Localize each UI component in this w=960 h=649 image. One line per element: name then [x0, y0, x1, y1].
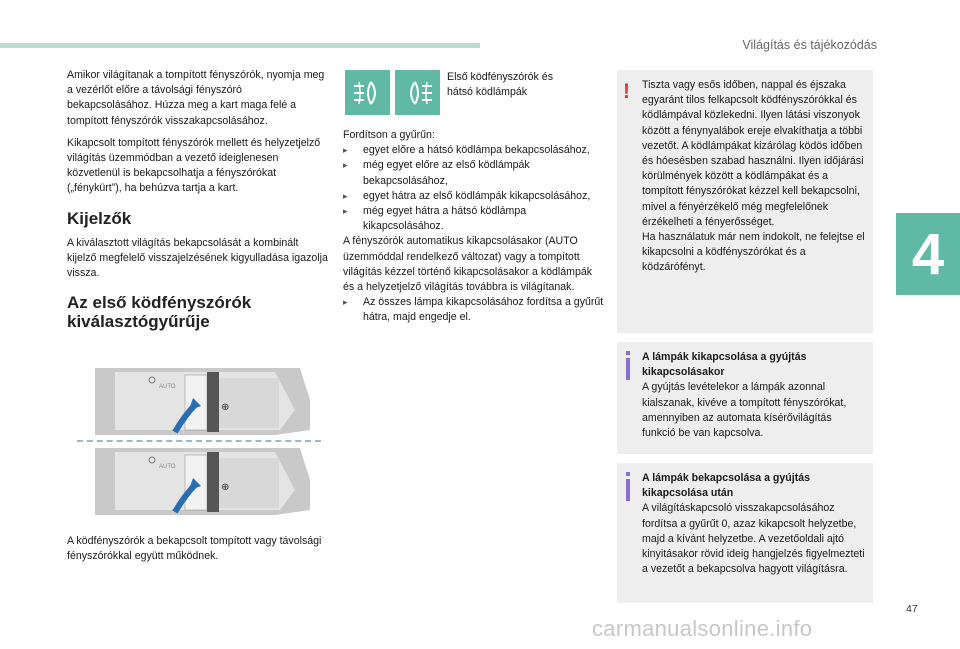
- watermark: carmanualsonline.info: [592, 616, 813, 641]
- warning-text-2: Ha használatuk már nem indokolt, ne felejtse el kikapcsolni a ködfényszórókat és a ködzárófényt.: [642, 231, 865, 274]
- info-icon: [626, 479, 630, 501]
- bullet-icon: ▸: [343, 297, 348, 308]
- bullet-icon: ▸: [343, 145, 348, 156]
- stalk-bottom-illustration: [95, 448, 310, 515]
- rear-fog-light-icon: [395, 70, 440, 115]
- list-item: ▸ egyet előre a hátsó ködlámpa bekapcsolásához,: [343, 143, 605, 158]
- front-fog-light-icon: [345, 70, 390, 115]
- svg-text:⊕: ⊕: [221, 482, 230, 493]
- column-left: [67, 68, 329, 339]
- bullet-icon: ▸: [343, 206, 348, 217]
- section-title: Világítás és tájékozódás: [742, 38, 877, 52]
- bullet-icon: ▸: [343, 190, 348, 201]
- info-text: A gyújtás levételekor a lámpák azonnal kialszanak, kivéve a tompított fényszórókat, amennyiben az automata kísérővilágítás funkció be van kapcsolva.: [642, 381, 847, 440]
- instruction-intro: Fordítson a gyűrűn:: [343, 129, 435, 141]
- paragraph-indicators: A kiválasztott világítás bekapcsolását a kombinált kijelző megfelelő visszajelzésének kigyulladása igazolja vissza.: [67, 236, 328, 280]
- page-number: 47: [906, 603, 918, 615]
- warning-box: [617, 70, 873, 333]
- auto-label-bottom: AUTO: [159, 464, 176, 470]
- list-item: ▸ még egyet hátra a hátsó ködlámpa kikapcsolásához.: [343, 205, 527, 233]
- info-icon: [626, 358, 630, 380]
- info-box-ignition-off: [617, 342, 873, 454]
- caption-fog-lights: A ködfényszórók a bekapcsolt tompított vagy távolsági fényszórókkal együtt működnek.: [67, 535, 322, 563]
- heading-indicators: Kijelzők: [67, 208, 132, 228]
- svg-text:⊕: ⊕: [221, 402, 230, 413]
- info-title: A lámpák kikapcsolása a gyújtás kikapcsolásakor: [642, 351, 807, 379]
- paragraph-high-beam: Amikor világítanak a tompított fényszórók, nyomja meg a vezérlőt előre a távolsági fényszóró bekapcsolásához. Húzza meg a kart maga felé a tompított fényszórók visszakapcsolásához.: [67, 69, 325, 127]
- header-rule: [0, 43, 480, 48]
- column-middle: [343, 128, 605, 326]
- divider: [77, 440, 321, 442]
- bullet-icon: ▸: [343, 160, 348, 171]
- info-text: A világításkapcsoló visszakapcsolásához fordítsa a gyűrűt 0, azaz kikapcsolt helyzetbe, majd a kívánt helyzetbe. A vezetőoldali ajtó kinyitásakor rövid ideig hangjelzés figyelmezteti a vezetőt a bekapcsolva hagyott világításra.: [642, 502, 865, 576]
- heading-fog-ring: Az első ködfényszórók kiválasztógyűrűje: [67, 293, 252, 332]
- warning-icon: !: [623, 80, 630, 103]
- paragraph-flash: Kikapcsolt tompított fényszórók mellett és helyzetjelző világítás üzemmódban a vezető ideiglenesen közvetlenül is bekapcsolhatja a fényszórókat („fénykürt”), ha behúzva tartja a kart.: [67, 136, 321, 195]
- list-item: ▸ még egyet előre az első ködlámpák bekapcsolásához,: [343, 159, 530, 187]
- fog-icons-caption: Első ködfényszórók és hátsó ködlámpák: [447, 71, 553, 99]
- paragraph-auto: A fényszórók automatikus kikapcsolásakor (AUTO üzemmóddal rendelkező változat) vagy a tompított világítás kézzel történő kikapcsolásakor a ködlámpák és a helyzetjelző világítás továbbra is világítanak.: [343, 235, 593, 294]
- list-item: ▸ egyet hátra az első ködlámpák kikapcsolásához,: [343, 189, 605, 204]
- chapter-tab: 4: [896, 213, 960, 295]
- stalk-top-illustration: [95, 368, 310, 435]
- info-box-after-ignition: [617, 463, 873, 603]
- stalk-illustration: [95, 360, 315, 525]
- warning-text: Tiszta vagy esős időben, nappal és éjszaka egyaránt tilos felkapcsolt ködfényszórókkal és ködlámpával közlekedni. Ilyen látási viszonyok között a fénynyalábok ereje elvakíthatja a többi vezetőt. A ködlámpákat kizárólag ködös időben és hóesésben szabad használni. Ilyen időjárási körülmények között a ködlámpákat és a tompított fényszórókat kézzel kell bekapcsolni, mivel a fényérzékelő még megfelelőnek érzékelheti a fényerősséget.: [642, 79, 864, 228]
- list-item: ▸ Az összes lámpa kikapcsolásához fordítsa a gyűrűt hátra, majd engedje el.: [343, 296, 604, 324]
- info-title: A lámpák bekapcsolása a gyújtás kikapcsolása után: [642, 472, 811, 500]
- auto-label-top: AUTO: [159, 384, 176, 390]
